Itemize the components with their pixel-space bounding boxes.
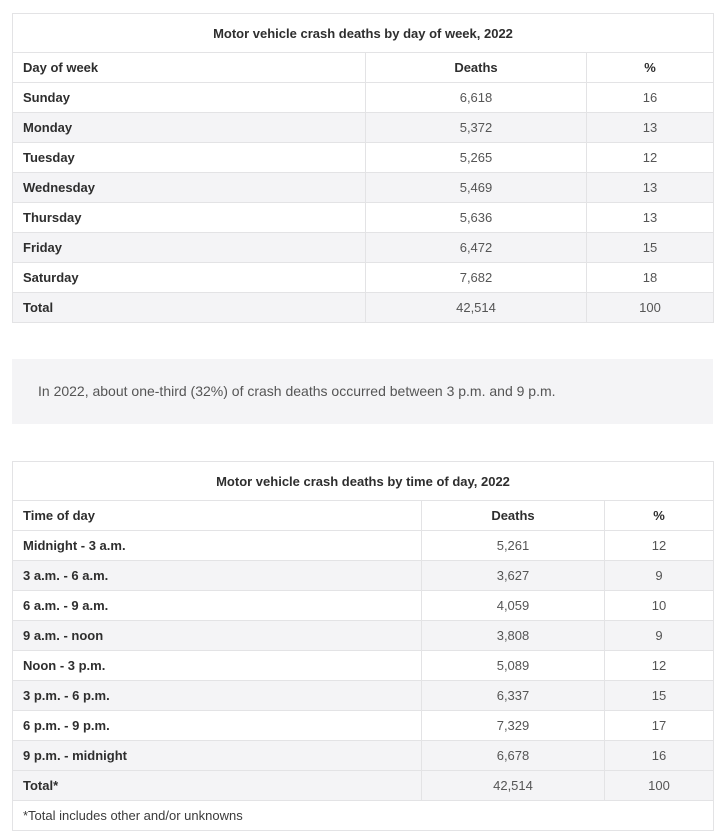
row-label: Thursday [13,203,366,233]
row-label: Midnight - 3 a.m. [13,531,422,561]
table-row [13,651,714,681]
row-deaths: 42,514 [422,771,605,801]
row-percent: 12 [605,531,714,561]
row-label: Noon - 3 p.m. [13,651,422,681]
row-label: 3 p.m. - 6 p.m. [13,681,422,711]
row-deaths: 5,089 [422,651,605,681]
row-label: 9 p.m. - midnight [13,741,422,771]
row-deaths: 42,514 [366,293,587,323]
row-deaths: 7,682 [366,263,587,293]
table-two-header-percent: % [605,501,714,531]
row-percent: 16 [605,741,714,771]
table-total-row [13,771,714,801]
row-label: 3 a.m. - 6 a.m. [13,561,422,591]
table-two-header-deaths: Deaths [422,501,605,531]
row-deaths: 6,472 [366,233,587,263]
row-deaths: 3,627 [422,561,605,591]
row-deaths: 6,337 [422,681,605,711]
row-deaths: 3,808 [422,621,605,651]
row-percent: 9 [605,561,714,591]
row-label: Wednesday [13,173,366,203]
row-deaths: 5,261 [422,531,605,561]
table-row [13,263,714,293]
crash-deaths-by-day-of-week-table [12,13,714,323]
row-deaths: 5,372 [366,113,587,143]
row-percent: 100 [587,293,714,323]
table-row [13,741,714,771]
table-one-title: Motor vehicle crash deaths by day of week, 2022 [13,14,714,53]
row-label: Total* [13,771,422,801]
row-deaths: 5,265 [366,143,587,173]
row-deaths: 5,469 [366,173,587,203]
table-row [13,83,714,113]
table-row [13,711,714,741]
row-percent: 13 [587,173,714,203]
table-row [13,203,714,233]
table-row [13,233,714,263]
table-two-title: Motor vehicle crash deaths by time of day, 2022 [13,462,714,501]
table-row [13,143,714,173]
table-total-row [13,293,714,323]
row-percent: 15 [605,681,714,711]
crash-deaths-by-time-of-day-table [12,461,714,831]
table-two-title-row [13,462,714,501]
table-one-body [13,14,714,323]
row-percent: 15 [587,233,714,263]
row-percent: 13 [587,113,714,143]
row-percent: 10 [605,591,714,621]
table-row [13,173,714,203]
row-percent: 100 [605,771,714,801]
row-label: Sunday [13,83,366,113]
table-two-footnote-row [13,801,714,831]
table-row [13,113,714,143]
table-row [13,561,714,591]
table-two-body [13,462,714,831]
row-percent: 18 [587,263,714,293]
table-one-header-day-of-week: Day of week [13,53,366,83]
row-label: Tuesday [13,143,366,173]
row-percent: 16 [587,83,714,113]
table-two-header-row [13,501,714,531]
row-deaths: 6,618 [366,83,587,113]
row-percent: 13 [587,203,714,233]
row-label: Friday [13,233,366,263]
row-deaths: 5,636 [366,203,587,233]
row-deaths: 6,678 [422,741,605,771]
table-one-header-percent: % [587,53,714,83]
row-deaths: 7,329 [422,711,605,741]
table-row [13,681,714,711]
row-deaths: 4,059 [422,591,605,621]
table-row [13,531,714,561]
table-row [13,621,714,651]
row-percent: 9 [605,621,714,651]
row-label: Saturday [13,263,366,293]
row-label: Monday [13,113,366,143]
row-percent: 17 [605,711,714,741]
callout-box [12,359,713,424]
table-two-footnote: *Total includes other and/or unknowns [13,801,714,831]
row-percent: 12 [605,651,714,681]
row-label: 6 p.m. - 9 p.m. [13,711,422,741]
table-one-title-row [13,14,714,53]
row-label: 9 a.m. - noon [13,621,422,651]
row-percent: 12 [587,143,714,173]
table-row [13,591,714,621]
row-label: Total [13,293,366,323]
row-label: 6 a.m. - 9 a.m. [13,591,422,621]
callout-text: In 2022, about one-third (32%) of crash deaths occurred between 3 p.m. and 9 p.m. [38,382,556,399]
table-one-header-deaths: Deaths [366,53,587,83]
table-two-header-time-of-day: Time of day [13,501,422,531]
table-one-header-row [13,53,714,83]
